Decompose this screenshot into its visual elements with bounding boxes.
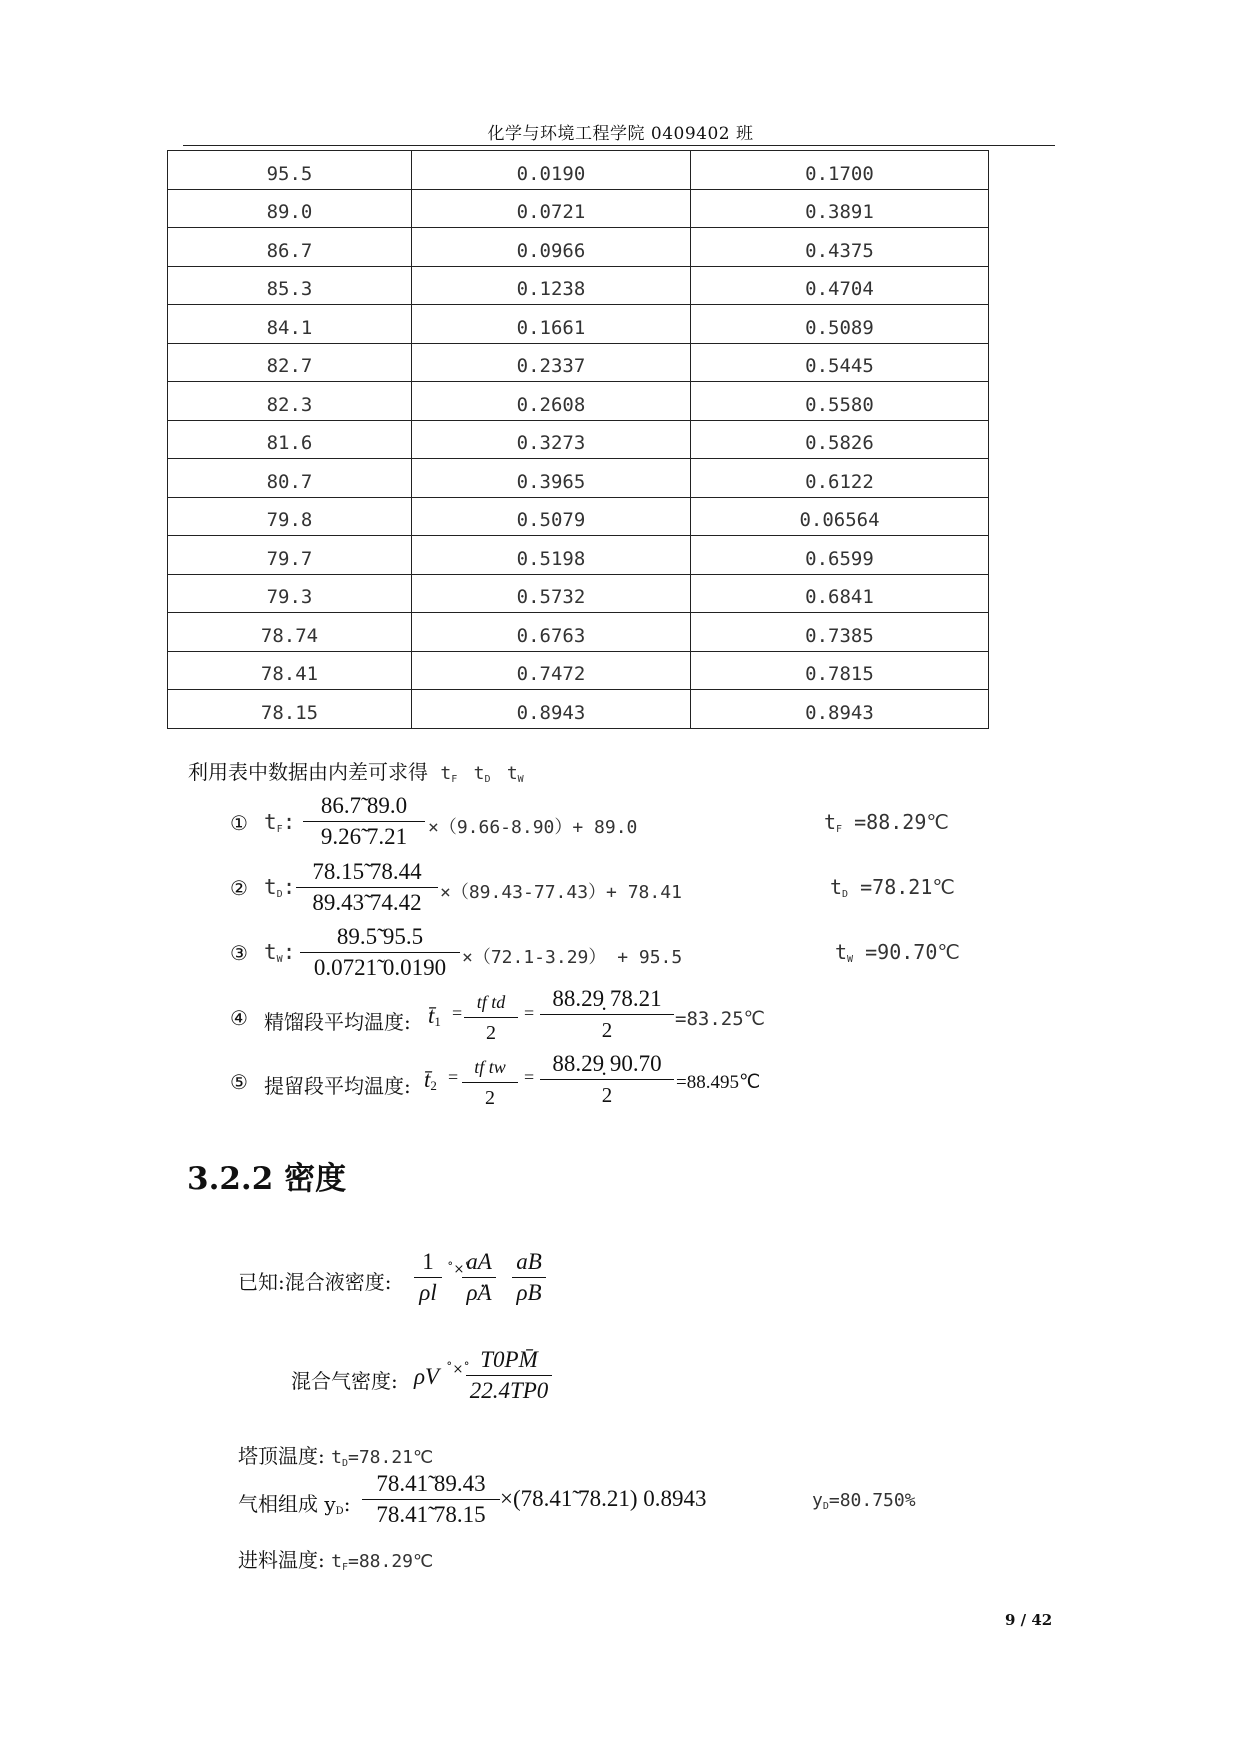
- liquid-num-1: 1: [422, 1249, 434, 1274]
- liquid-density-label: 已知:混合液密度:: [238, 1270, 392, 1294]
- gas-operator: ˚×˚: [446, 1362, 470, 1377]
- table-cell: 0.4704: [691, 266, 989, 305]
- liquid-den-3: ρB: [516, 1280, 542, 1305]
- eq1-var: $t_F$:: [264, 810, 296, 835]
- eq5-den-numeric: 2: [601, 1083, 613, 1107]
- table-cell: 81.6: [168, 420, 412, 459]
- table-cell: 0.1238: [412, 266, 691, 305]
- eq1-result: $t_F$ =88.29℃: [824, 810, 949, 835]
- intro-var-d: $t_D$: [473, 763, 491, 785]
- table-cell: 0.3891: [691, 189, 989, 228]
- vle-data-table: [167, 150, 989, 729]
- intro-text: 利用表中数据由内差可求得: [188, 760, 428, 784]
- table-cell: 0.8943: [691, 690, 989, 729]
- liquid-den-2: ρ̇A: [466, 1280, 492, 1305]
- eq3-var: $t_W$:: [264, 940, 296, 965]
- table-cell: 0.5089: [691, 305, 989, 344]
- eq4-den-symbolic: 2: [486, 1022, 496, 1044]
- eq3-tail: ×（72.1-3.29） + 95.5: [462, 947, 683, 968]
- eq4-equals-2: =: [524, 1003, 535, 1023]
- top-temperature: [238, 1440, 433, 1469]
- table-cell: 0.3965: [412, 459, 691, 498]
- feed-temp-label: 进料温度:: [238, 1548, 325, 1572]
- table-cell: 0.7472: [412, 651, 691, 690]
- top-temp-label: 塔顶温度:: [238, 1444, 325, 1468]
- gas-comp-tail: ×(78.41̃ 78.21) 0.8943: [500, 1486, 707, 1511]
- table-cell: 0.6841: [691, 574, 989, 613]
- eq1-denominator: 9.26̃ 7.21: [320, 824, 408, 849]
- table-cell: 0.1700: [691, 151, 989, 190]
- eq5-den-symbolic: 2: [485, 1087, 495, 1109]
- eq5-marker: ⑤: [230, 1070, 248, 1094]
- table-cell: 0.7385: [691, 613, 989, 652]
- eq4-result: =83.25℃: [675, 1008, 765, 1030]
- table-cell: 0.5732: [412, 574, 691, 613]
- table-cell: 95.5: [168, 151, 412, 190]
- gas-denominator: 22.4TP0: [469, 1378, 549, 1403]
- table-cell: 0.5079: [412, 497, 691, 536]
- table-cell: 84.1: [168, 305, 412, 344]
- table-cell: 78.41: [168, 651, 412, 690]
- gas-frac: [466, 1346, 552, 1405]
- table-row: [168, 690, 989, 729]
- table-cell: 79.3: [168, 574, 412, 613]
- gas-numerator: T0PM̄: [480, 1347, 538, 1372]
- eq4-num-numeric: 88.29̣ 78.21: [552, 986, 662, 1011]
- eq5-num-symbolic: tf tw: [474, 1057, 506, 1077]
- gas-comp-label: 气相组成 $y_D$:: [238, 1492, 351, 1517]
- table-cell: 0.5826: [691, 420, 989, 459]
- table-cell: 79.7: [168, 536, 412, 575]
- liquid-den-1: ρl: [419, 1280, 437, 1305]
- eq1-numerator: 86.7̃ 89.0: [320, 793, 408, 818]
- table-cell: 0.2608: [412, 382, 691, 421]
- eq3-numerator: 89.5̃ 95.5: [336, 924, 424, 949]
- eq5-fraction-symbolic: [462, 1053, 518, 1112]
- eq4-equals: =: [452, 1003, 463, 1023]
- table-cell: 78.15: [168, 690, 412, 729]
- table-cell: 0.4375: [691, 228, 989, 267]
- page-number: 9 / 42: [1005, 1611, 1053, 1629]
- table-row: [168, 536, 989, 575]
- eq2-fraction: [296, 858, 438, 917]
- feed-temperature: [238, 1544, 433, 1573]
- table-cell: 0.1661: [412, 305, 691, 344]
- section-heading: 3.2.2 密度: [187, 1161, 347, 1197]
- eq4-den-numeric: 2: [601, 1018, 613, 1042]
- table-cell: 0.06564: [691, 497, 989, 536]
- table-cell: 86.7: [168, 228, 412, 267]
- top-temp-value: $t_D=78.21℃$: [331, 1447, 434, 1469]
- table-row: [168, 343, 989, 382]
- table-cell: 0.5445: [691, 343, 989, 382]
- interp-intro: [188, 756, 524, 785]
- liquid-num-3: aB: [516, 1249, 542, 1274]
- table-row: [168, 459, 989, 498]
- eq5-fraction-numeric: [540, 1050, 674, 1109]
- intro-var-w: $t_W$: [506, 763, 524, 785]
- table-cell: 0.6599: [691, 536, 989, 575]
- table-row: [168, 305, 989, 344]
- eq5-equals: =: [448, 1067, 459, 1087]
- eq2-marker: ②: [230, 876, 248, 900]
- table-row: [168, 420, 989, 459]
- eq1-marker: ①: [230, 811, 248, 835]
- eq5-label: 提留段平均温度:: [264, 1074, 411, 1098]
- eq4-tvar: $t̄_1$: [428, 1003, 441, 1029]
- eq1-fraction: [303, 792, 425, 851]
- eq2-tail: ×（89.43-77.43）+ 78.41: [440, 882, 682, 903]
- gas-density-label: 混合气密度:: [291, 1369, 398, 1393]
- eq3-result: $t_W$ =90.70℃: [835, 940, 960, 965]
- eq3-marker: ③: [230, 941, 248, 965]
- liquid-frac-1: [414, 1248, 442, 1307]
- liquid-operator: ˚×˚: [447, 1262, 471, 1277]
- table-row: [168, 574, 989, 613]
- table-row: [168, 228, 989, 267]
- eq2-var: $t_D$:: [264, 875, 296, 900]
- eq2-denominator: 89.43̃ 74.42: [312, 890, 422, 915]
- gas-comp-fraction: [362, 1470, 500, 1529]
- eq4-fraction-numeric: [540, 985, 674, 1044]
- eq2-result: $t_D$ =78.21℃: [830, 875, 955, 900]
- table-row: [168, 613, 989, 652]
- table-cell: 80.7: [168, 459, 412, 498]
- table-cell: 82.3: [168, 382, 412, 421]
- eq4-num-symbolic: tf td: [476, 992, 506, 1012]
- gas-comp-result: $y_D=80.750\%$: [812, 1490, 916, 1512]
- table-cell: 0.6122: [691, 459, 989, 498]
- table-cell: 0.3273: [412, 420, 691, 459]
- table-cell: 89.0: [168, 189, 412, 228]
- eq1-tail: ×（9.66-8.90）+ 89.0: [428, 817, 638, 838]
- table-cell: 0.5580: [691, 382, 989, 421]
- table-cell: 78.74: [168, 613, 412, 652]
- page-header: 化学与环境工程学院 0409402 班: [487, 124, 754, 144]
- table-cell: 0.5198: [412, 536, 691, 575]
- eq3-denominator: 0.0721̃ 0.0190: [313, 955, 447, 980]
- table-cell: 0.0721: [412, 189, 691, 228]
- gas-comp-denominator: 78.41̃ 78.15: [376, 1502, 486, 1527]
- table-cell: 0.2337: [412, 343, 691, 382]
- eq5-result: =88.495℃: [676, 1072, 761, 1093]
- eq2-numerator: 78.15̃ 78.44: [312, 859, 422, 884]
- eq5-equals-2: =: [524, 1067, 535, 1087]
- eq4-label: 精馏段平均温度:: [264, 1010, 411, 1034]
- table-row: [168, 382, 989, 421]
- table-cell: 79.8: [168, 497, 412, 536]
- table-cell: 0.6763: [412, 613, 691, 652]
- liquid-num-2: aA: [466, 1249, 492, 1274]
- intro-var-f: $t_F$: [440, 763, 458, 785]
- table-row: [168, 497, 989, 536]
- eq5-num-numeric: 88.29̣ 90.70: [552, 1051, 662, 1076]
- table-row: [168, 266, 989, 305]
- gas-comp-numerator: 78.41̃ 89.43: [376, 1471, 486, 1496]
- eq3-fraction: [300, 923, 460, 982]
- table-cell: 82.7: [168, 343, 412, 382]
- eq4-fraction-symbolic: [464, 988, 518, 1047]
- liquid-frac-2: [462, 1248, 496, 1307]
- table-cell: 0.8943: [412, 690, 691, 729]
- eq4-marker: ④: [230, 1006, 248, 1030]
- table-row: [168, 151, 989, 190]
- feed-temp-value: $t_F=88.29℃$: [331, 1551, 434, 1573]
- header-rule: [183, 145, 1055, 146]
- table-cell: 0.7815: [691, 651, 989, 690]
- table-cell: 0.0190: [412, 151, 691, 190]
- table-cell: 0.0966: [412, 228, 691, 267]
- table-cell: 85.3: [168, 266, 412, 305]
- eq5-tvar: $t̄_2$: [424, 1067, 437, 1093]
- liquid-frac-3: [512, 1248, 546, 1307]
- gas-density-var: ρV: [414, 1364, 440, 1389]
- table-row: [168, 651, 989, 690]
- table-row: [168, 189, 989, 228]
